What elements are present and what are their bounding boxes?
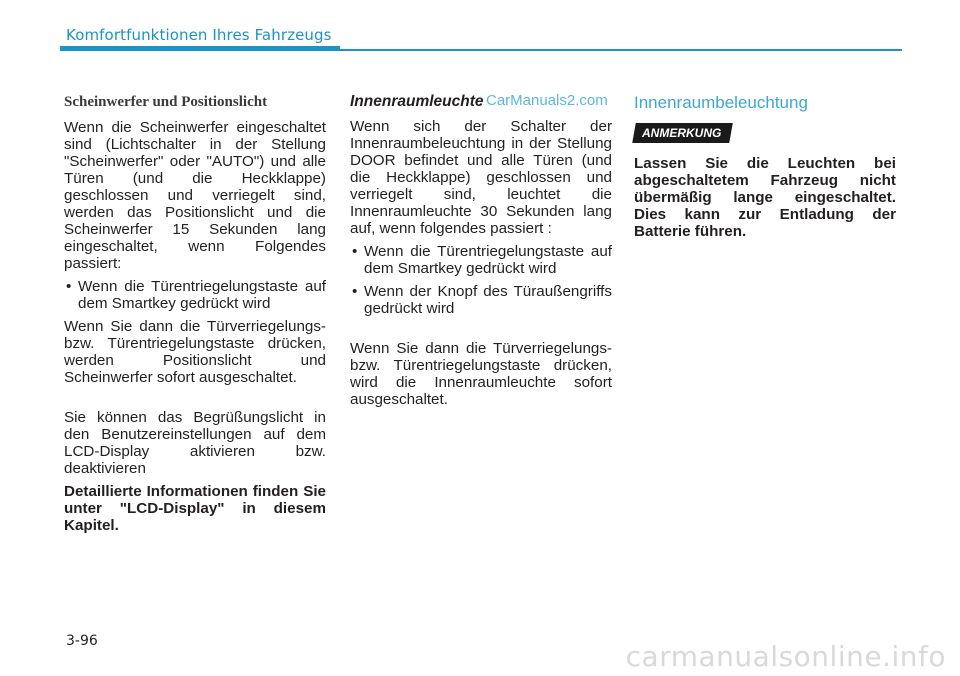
watermark-top: CarManuals2.com [486,92,608,109]
bullet-list [350,243,612,317]
paragraph: Wenn sich der Schalter der Innenraumbeleuchtung in der Stellung DOOR befindet und alle Türen (und die Heckklappe) geschlossen und verriegelt sind, leuchtet die Innenraumleuchte 30 Sekunden lang auf, wenn folgendes passiert : [350,118,612,237]
note-badge [632,123,733,143]
header-rule-thin [340,49,902,51]
column-left [64,93,326,540]
bullet-item: • Wenn die Türentriegelungstaste auf dem Smartkey gedrückt wird [64,278,326,312]
heading-scheinwerfer: Scheinwerfer und Positionslicht [64,94,268,110]
paragraph: Wenn Sie dann die Türverriegelungs- bzw. Türentriegelungstaste drücken, wird die Innenraumleuchte sofort ausgeschaltet. [350,340,612,408]
heading-innenraumbeleuchtung: Innenraumbeleuchtung [634,93,808,112]
section-title: Komfortfunktionen Ihres Fahrzeugs [66,26,332,44]
spacer [64,392,326,409]
column-right [634,93,896,246]
spacer [350,323,612,340]
bullet-item: • Wenn die Türentriegelungstaste auf dem Smartkey gedrückt wird [350,243,612,277]
note-text: Lassen Sie die Leuchten bei abgeschaltetem Fahrzeug nicht übermäßig lange eingeschaltet. Dies kann zur Entladung der Batterie führen. [634,155,896,240]
page-number: 3-96 [66,633,98,649]
heading-innenraumleuchte: Innenraumleuchte [350,93,484,110]
paragraph: Wenn Sie dann die Türverriegelungs- bzw. Türentriegelungstaste drücken, werden Positionslicht und Scheinwerfer sofort ausgeschaltet. [64,318,326,386]
bullet-list [64,278,326,312]
paragraph: Sie können das Begrüßungslicht in den Benutzereinstellungen auf dem LCD-Display aktivieren bzw. deaktivieren [64,409,326,477]
bullet-item: • Wenn der Knopf des Türaußengriffs gedrückt wird [350,283,612,317]
column-middle [350,93,612,414]
paragraph: Wenn die Scheinwerfer eingeschaltet sind (Lichtschalter in der Stellung "Scheinwerfer" oder "AUTO") und alle Türen (und die Heckklappe) geschlossen und verriegelt sind, werden das Positionslicht und die Scheinwerfer 15 Sekunden lang eingeschaltet, wenn Folgendes passiert: [64,119,326,272]
note-badge-label: ANMERKUNG [642,126,722,140]
page-header [0,0,960,60]
header-rule-thick [60,46,340,51]
paragraph-bold: Detaillierte Informationen finden Sie unter "LCD-Display" in diesem Kapitel. [64,483,326,534]
watermark-bottom: carmanualsonline.info [625,640,946,673]
